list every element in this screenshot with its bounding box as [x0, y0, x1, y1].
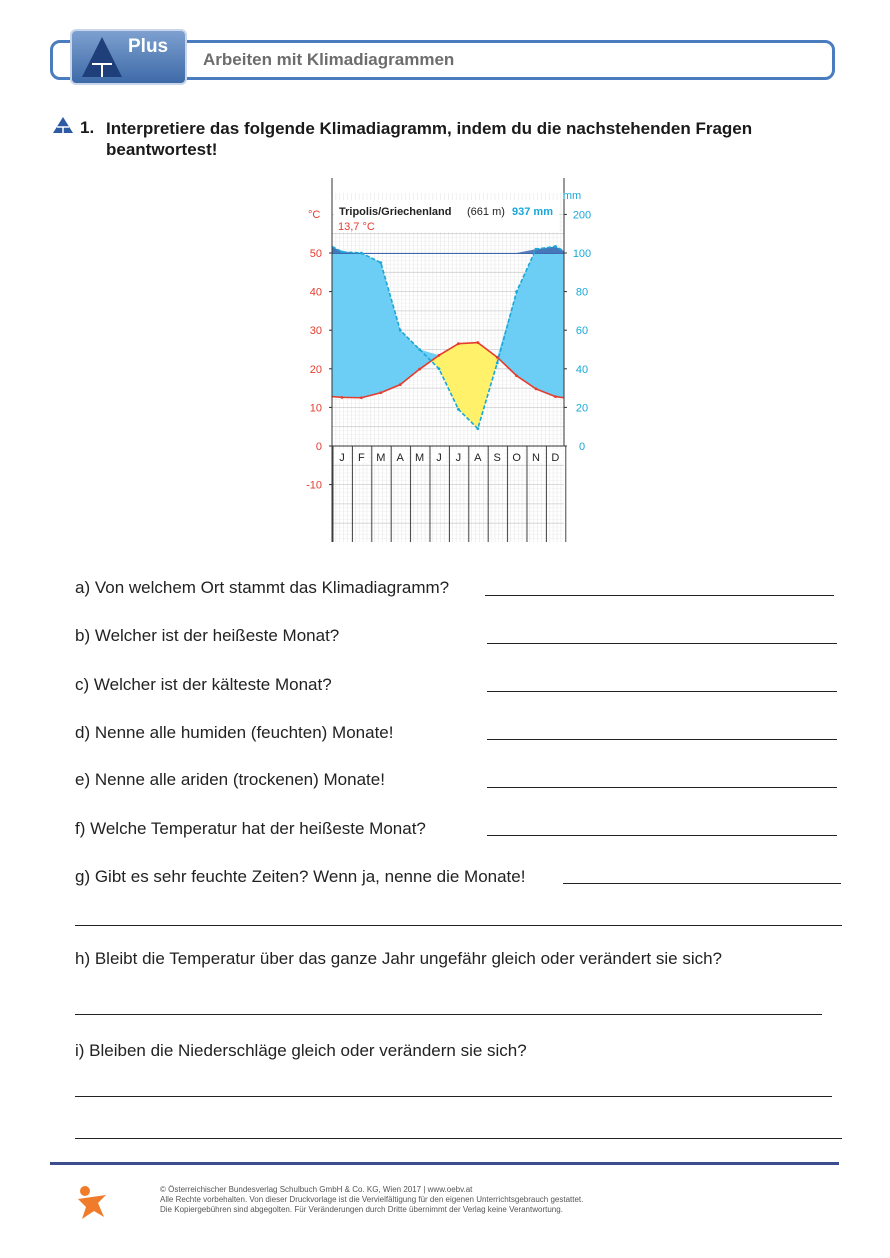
precipitation-point [554, 245, 557, 248]
question-i: i) Bleiben die Niederschläge gleich oder verändern sie sich? [75, 1041, 527, 1060]
answer-line-b[interactable] [487, 643, 837, 644]
precipitation-point [476, 427, 479, 430]
question-f: f) Welche Temperatur hat der heißeste Monat? [75, 819, 426, 838]
chart-temp-unit: °C [308, 209, 321, 221]
answer-line-a[interactable] [485, 595, 834, 596]
question-b: b) Welcher ist der heißeste Monat? [75, 626, 340, 645]
precip-tick-label: 0 [578, 441, 586, 453]
temp-tick-label: 20 [309, 363, 322, 376]
question-h: h) Bleibt die Temperatur über das ganze Jahr ungefähr gleich oder verändert sie sich? [75, 949, 723, 968]
month-label: J [455, 452, 462, 464]
answer-line-i2[interactable] [75, 1138, 842, 1139]
answer-line-f[interactable] [487, 835, 837, 836]
answer-line-h[interactable] [75, 1014, 822, 1015]
plus-logo-label: Plus [128, 36, 169, 57]
footer-line-2: Alle Rechte vorbehalten. Von dieser Druckvorlage ist die Vervielfältigung für den eigenen Unterrichtsgebrauch gestattet. [160, 1195, 584, 1204]
temperature-point [515, 374, 518, 377]
perhumid-baseline [332, 253, 564, 254]
month-label: J [436, 452, 442, 464]
temp-tick-label: 40 [309, 286, 322, 299]
temperature-point [399, 383, 402, 386]
footer-copyright [160, 1185, 583, 1215]
question-c: c) Welcher ist der kälteste Monat? [75, 675, 332, 694]
precip-tick-label: 80 [575, 286, 589, 299]
temp-tick-label: 0 [315, 441, 322, 453]
task-number: 1. [80, 118, 95, 137]
chart-elevation: (661 m) [467, 206, 505, 218]
month-label: A [474, 452, 482, 464]
temperature-point [457, 342, 460, 345]
temperature-point [554, 395, 557, 398]
footer-line-3: Die Kopiergebühren sind abgegolten. Für Veränderungen durch Dritte übernimmt der Verlag keine Verantwortung. [160, 1205, 563, 1214]
temperature-point [341, 396, 344, 399]
precipitation-point [360, 252, 363, 255]
answer-line-g1[interactable] [563, 883, 841, 884]
oebv-logo-icon [74, 1185, 110, 1221]
question-d: d) Nenne alle humiden (feuchten) Monate! [75, 723, 394, 742]
question-g: g) Gibt es sehr feuchte Zeiten? Wenn ja, nenne die Monate! [75, 867, 526, 886]
month-label: M [376, 452, 386, 464]
precipitation-point [535, 248, 538, 251]
answer-line-d[interactable] [487, 739, 837, 740]
chart-annual-temperature: 13,7 °C [338, 221, 375, 233]
temp-tick-label: -10 [306, 479, 322, 492]
chart-annual-precipitation: 937 mm [512, 206, 553, 218]
temperature-point [360, 396, 363, 399]
month-label: D [551, 452, 560, 464]
precipitation-point [418, 348, 421, 351]
question-a: a) Von welchem Ort stammt das Klimadiagramm? [75, 578, 450, 597]
temperature-point [379, 391, 382, 394]
precipitation-point [496, 362, 499, 365]
temp-tick-label: 30 [309, 325, 322, 338]
month-label: N [532, 452, 540, 464]
temp-tick-label: 50 [309, 248, 322, 260]
precipitation-point [515, 290, 518, 293]
precip-tick-label: 60 [575, 325, 589, 338]
question-e: e) Nenne alle ariden (trockenen) Monate! [75, 770, 385, 789]
month-label: A [396, 452, 404, 464]
precip-tick-label: 200 [572, 209, 592, 222]
task-instruction: Interpretiere das folgende Klimadiagramm, indem du die nachstehenden Fragen beantwortest! [106, 119, 753, 159]
precip-tick-label: 40 [575, 363, 589, 376]
footer-line-1: © Österreichischer Bundesverlag Schulbuch GmbH & Co. KG, Wien 2017 | www.oebv.at [160, 1185, 473, 1194]
temperature-point [438, 354, 441, 357]
month-label: M [415, 452, 425, 464]
month-label: S [493, 452, 501, 464]
precipitation-point [379, 261, 382, 264]
precipitation-point [457, 408, 460, 411]
precip-tick-label: 100 [572, 248, 592, 260]
page-title: Arbeiten mit Klimadiagrammen [203, 50, 455, 69]
precip-tick-label: 20 [575, 402, 589, 415]
temperature-point [476, 341, 479, 344]
answer-line-c[interactable] [487, 691, 837, 692]
level-triangle-icon [53, 117, 73, 133]
precipitation-point [399, 329, 402, 332]
temperature-point [535, 387, 538, 390]
answer-line-e[interactable] [487, 787, 837, 788]
temperature-point [418, 368, 421, 371]
answer-line-g2[interactable] [75, 925, 842, 926]
footer-rule [50, 1162, 839, 1165]
climate-diagram [300, 178, 592, 544]
chart-station: Tripolis/Griechenland [339, 206, 452, 218]
month-label: O [512, 452, 521, 464]
precipitation-point [341, 250, 344, 253]
precipitation-point [438, 367, 441, 370]
temperature-point [496, 356, 499, 359]
temp-tick-label: 10 [309, 402, 322, 415]
chart-precip-unit: mm [562, 190, 582, 202]
month-label: F [358, 452, 365, 464]
answer-line-i1[interactable] [75, 1096, 832, 1097]
month-label: J [339, 452, 345, 464]
